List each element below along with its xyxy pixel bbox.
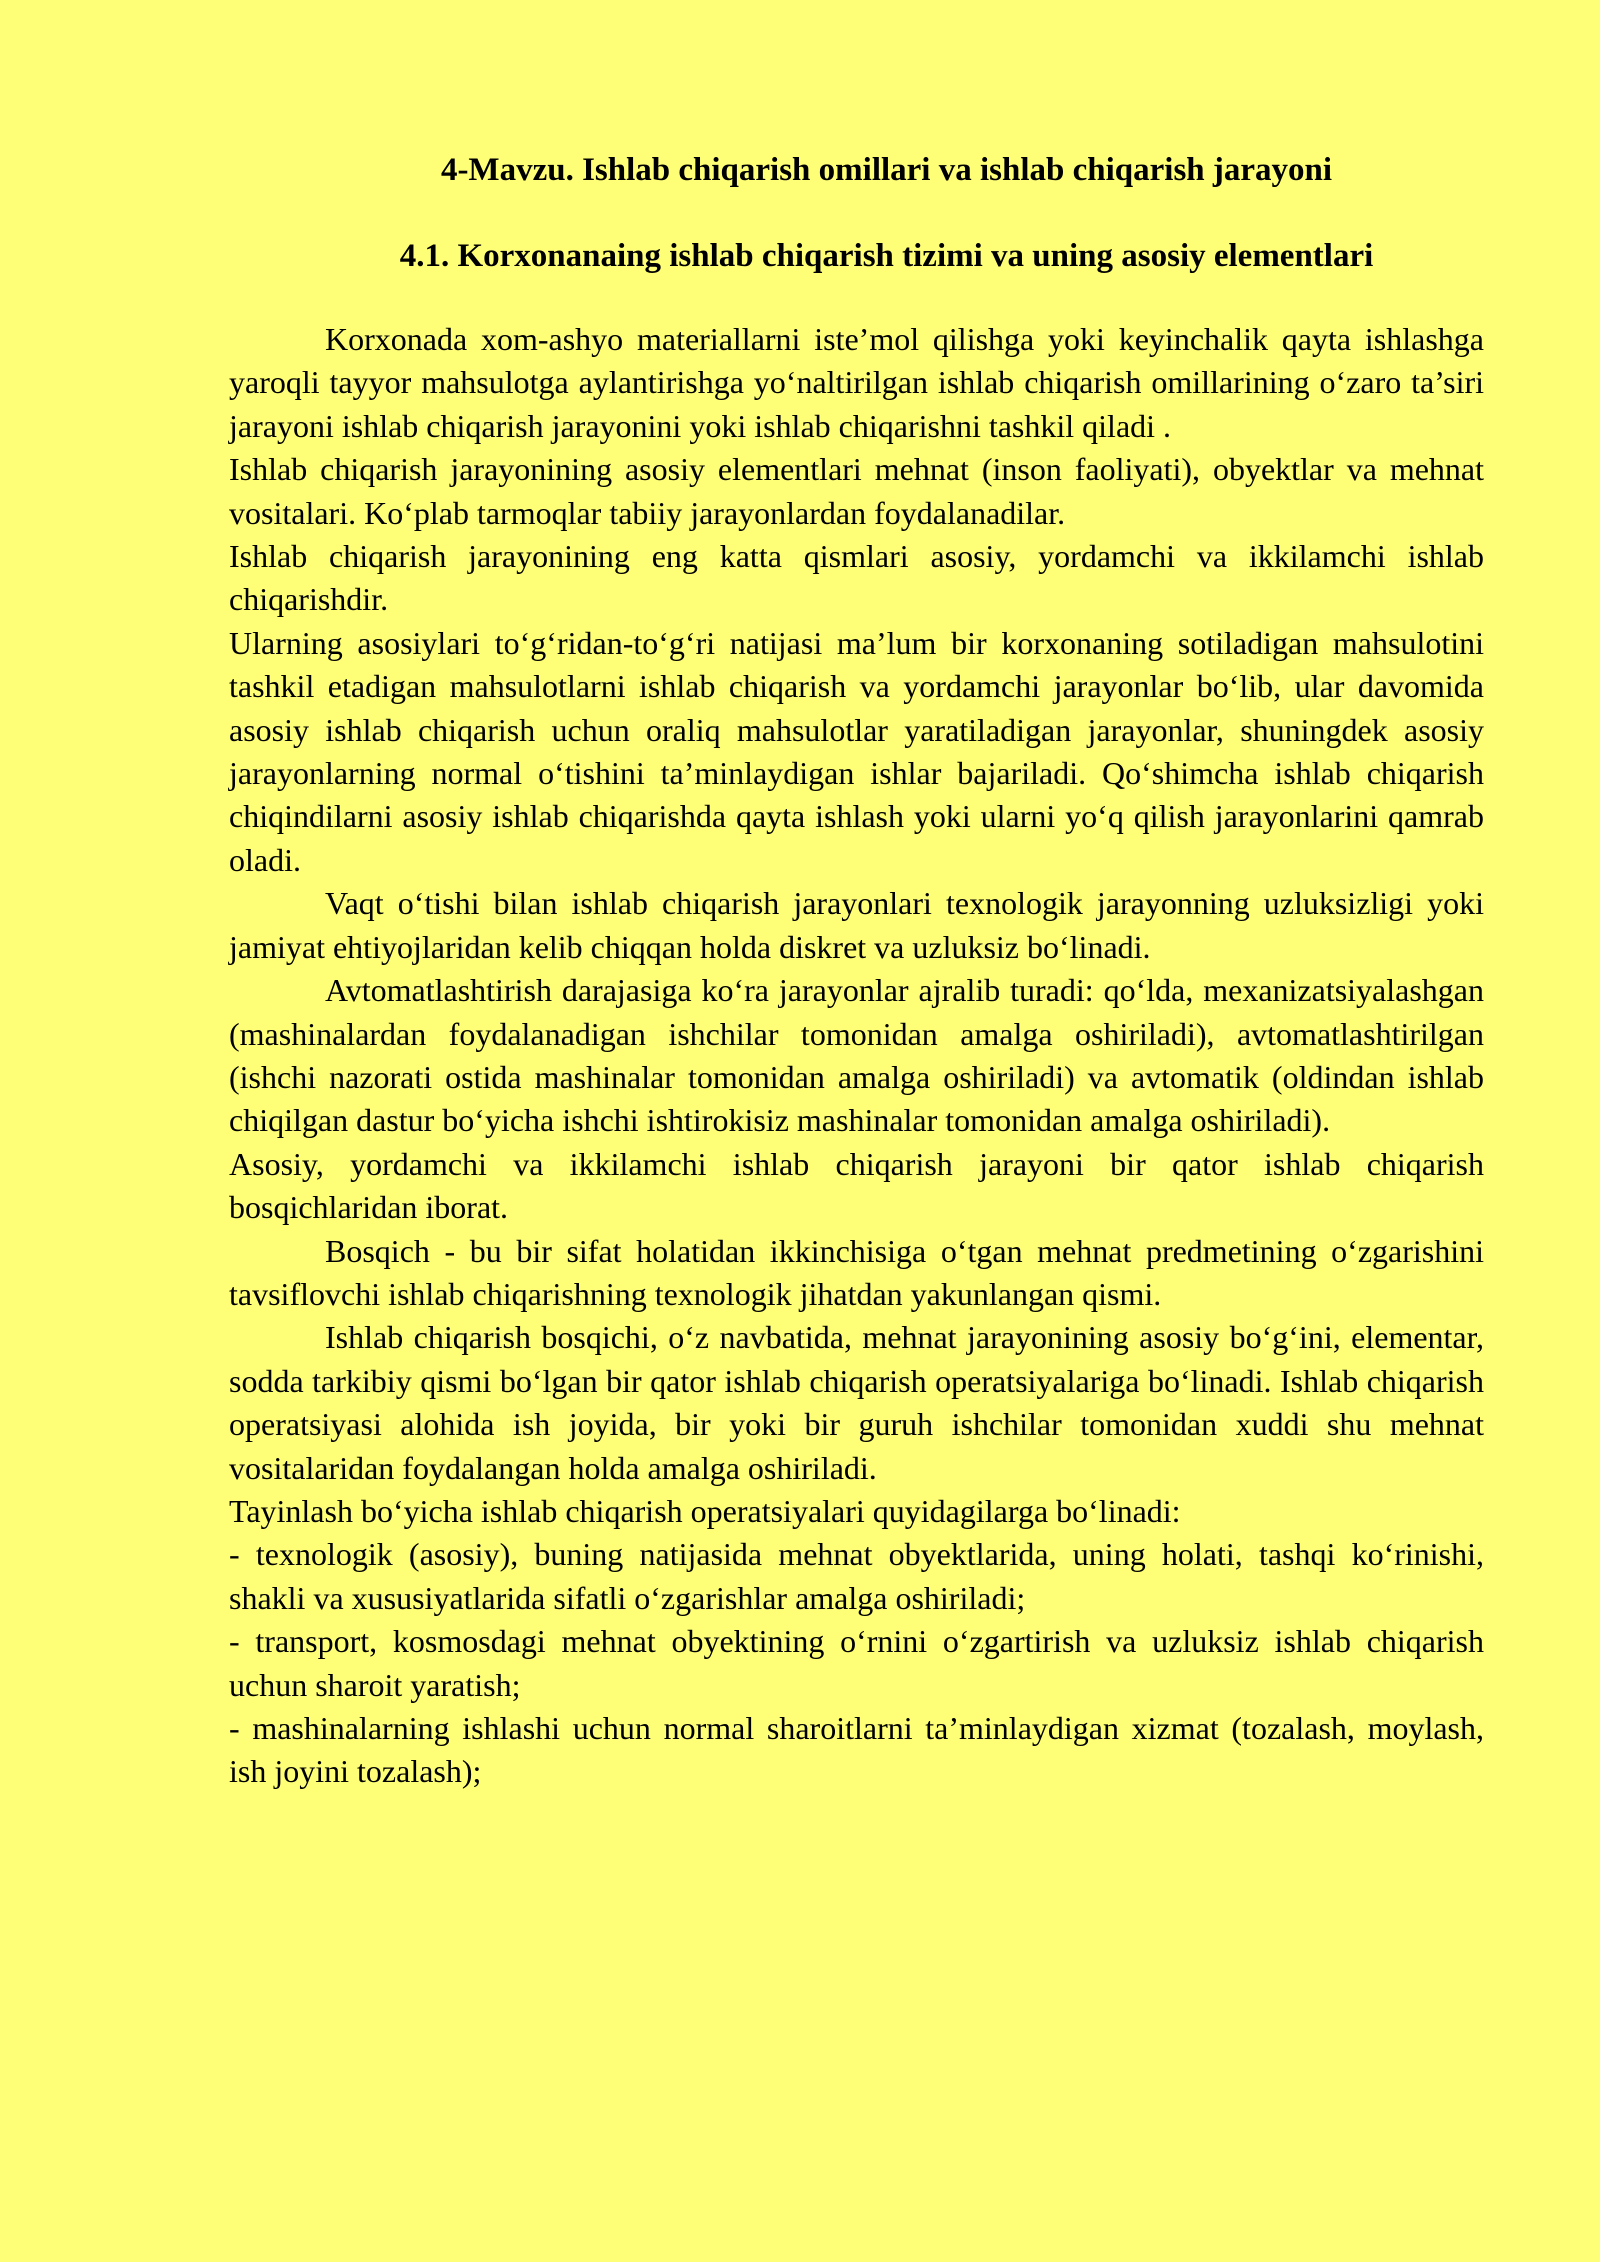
paragraph: Ishlab chiqarish jarayonining asosiy elementlari mehnat (inson faoliyati), obyektlar va mehnat vositalari. Ko‘plab tarmoqlar tabiiy jarayonlardan foydalanadilar. [229,451,1484,531]
paragraph: Avtomatlashtirish darajasiga ko‘ra jarayonlar ajralib turadi: qo‘lda, mexanizatsiyalashgan (mashinalardan foydalanadigan ishchilar tomonidan amalga oshiriladi), avtomatlashtirilgan (ishchi nazorati ostida mashinalar tomonidan amalga oshiriladi) va avtomatik (oldindan ishlab chiqilgan dastur bo‘yicha ishchi ishtirokisiz mashinalar tomonidan amalga oshiriladi). [229,972,1484,1139]
list-item: - texnologik (asosiy), buning natijasida mehnat obyektlarida, uning holati, tashqi ko‘rinishi, shakli va xususiyatlarida sifatli o‘zgarishlar amalga oshiriladi; [229,1536,1484,1616]
document-title: 4-Mavzu. Ishlab chiqarish omillari va ishlab chiqarish jarayoni [440,152,1333,188]
list-item: - transport, kosmosdagi mehnat obyektining o‘rnini o‘zgartirish va uzluksiz ishlab chiqarish uchun sharoit yaratish; [229,1623,1484,1703]
paragraph: Ishlab chiqarish jarayonining eng katta qismlari asosiy, yordamchi va ikkilamchi ishlab chiqarishdir. [229,538,1484,618]
paragraph: Asosiy, yordamchi va ikkilamchi ishlab chiqarish jarayoni bir qator ishlab chiqarish bosqichlaridan iborat. [229,1145,1484,1226]
paragraph: Vaqt o‘tishi bilan ishlab chiqarish jarayonlari texnologik jarayonning uzluksizligi yoki jamiyat ehtiyojlaridan kelib chiqqan holda diskret va uzluksiz bo‘linadi. [229,885,1484,965]
list-item: - mashinalarning ishlashi uchun normal sharoitlarni ta’minlaydigan xizmat (tozalash, moylash, ish joyini tozalash); [229,1710,1484,1790]
document-page [229,148,1484,1794]
paragraph: Korxonada xom-ashyo materiallarni iste’mol qilishga yoki keyinchalik qayta ishlashga yaroqli tayyor mahsulotga aylantirishga yo‘naltirilgan ishlab chiqarish omillarining o‘zaro ta’siri jarayoni ishlab chiqarish jarayonini yoki ishlab chiqarishni tashkil qiladi . [229,321,1484,444]
paragraph: Bosqich - bu bir sifat holatidan ikkinchisiga o‘tgan mehnat predmetining o‘zgarishini tavsiflovchi ishlab chiqarishning texnologik jihatdan yakunlangan qismi. [229,1232,1484,1312]
section-heading: 4.1. Korxonanaing ishlab chiqarish tizimi va uning asosiy elementlari [399,238,1374,274]
paragraph: Ishlab chiqarish bosqichi, o‘z navbatida, mehnat jarayonining asosiy bo‘g‘ini, elementar, sodda tarkibiy qismi bo‘lgan bir qator ishlab chiqarish operatsiyalariga bo‘linadi. Ishlab chiqarish operatsiyasi alohida ish joyida, bir yoki bir guruh ishchilar tomonidan xuddi shu mehnat vositalaridan foydalangan holda amalga oshiriladi. [229,1319,1484,1486]
paragraph: Ularning asosiylari to‘g‘ridan-to‘g‘ri natijasi ma’lum bir korxonaning sotiladigan mahsulotini tashkil etadigan mahsulotlarni ishlab chiqarish va yordamchi jarayonlar bo‘lib, ular davomida asosiy ishlab chiqarish uchun oraliq mahsulotlar yaratiladigan jarayonlar, shuningdek asosiy jarayonlarning normal o‘tishini ta’minlaydigan ishlar bajariladi. Qo‘shimcha ishlab chiqarish chiqindilarni asosiy ishlab chiqarishda qayta ishlash yoki ularni yo‘q qilish jarayonlarini qamrab oladi. [229,624,1484,878]
paragraph: Tayinlash bo‘yicha ishlab chiqarish operatsiyalari quyidagilarga bo‘linadi: [229,1492,1181,1529]
